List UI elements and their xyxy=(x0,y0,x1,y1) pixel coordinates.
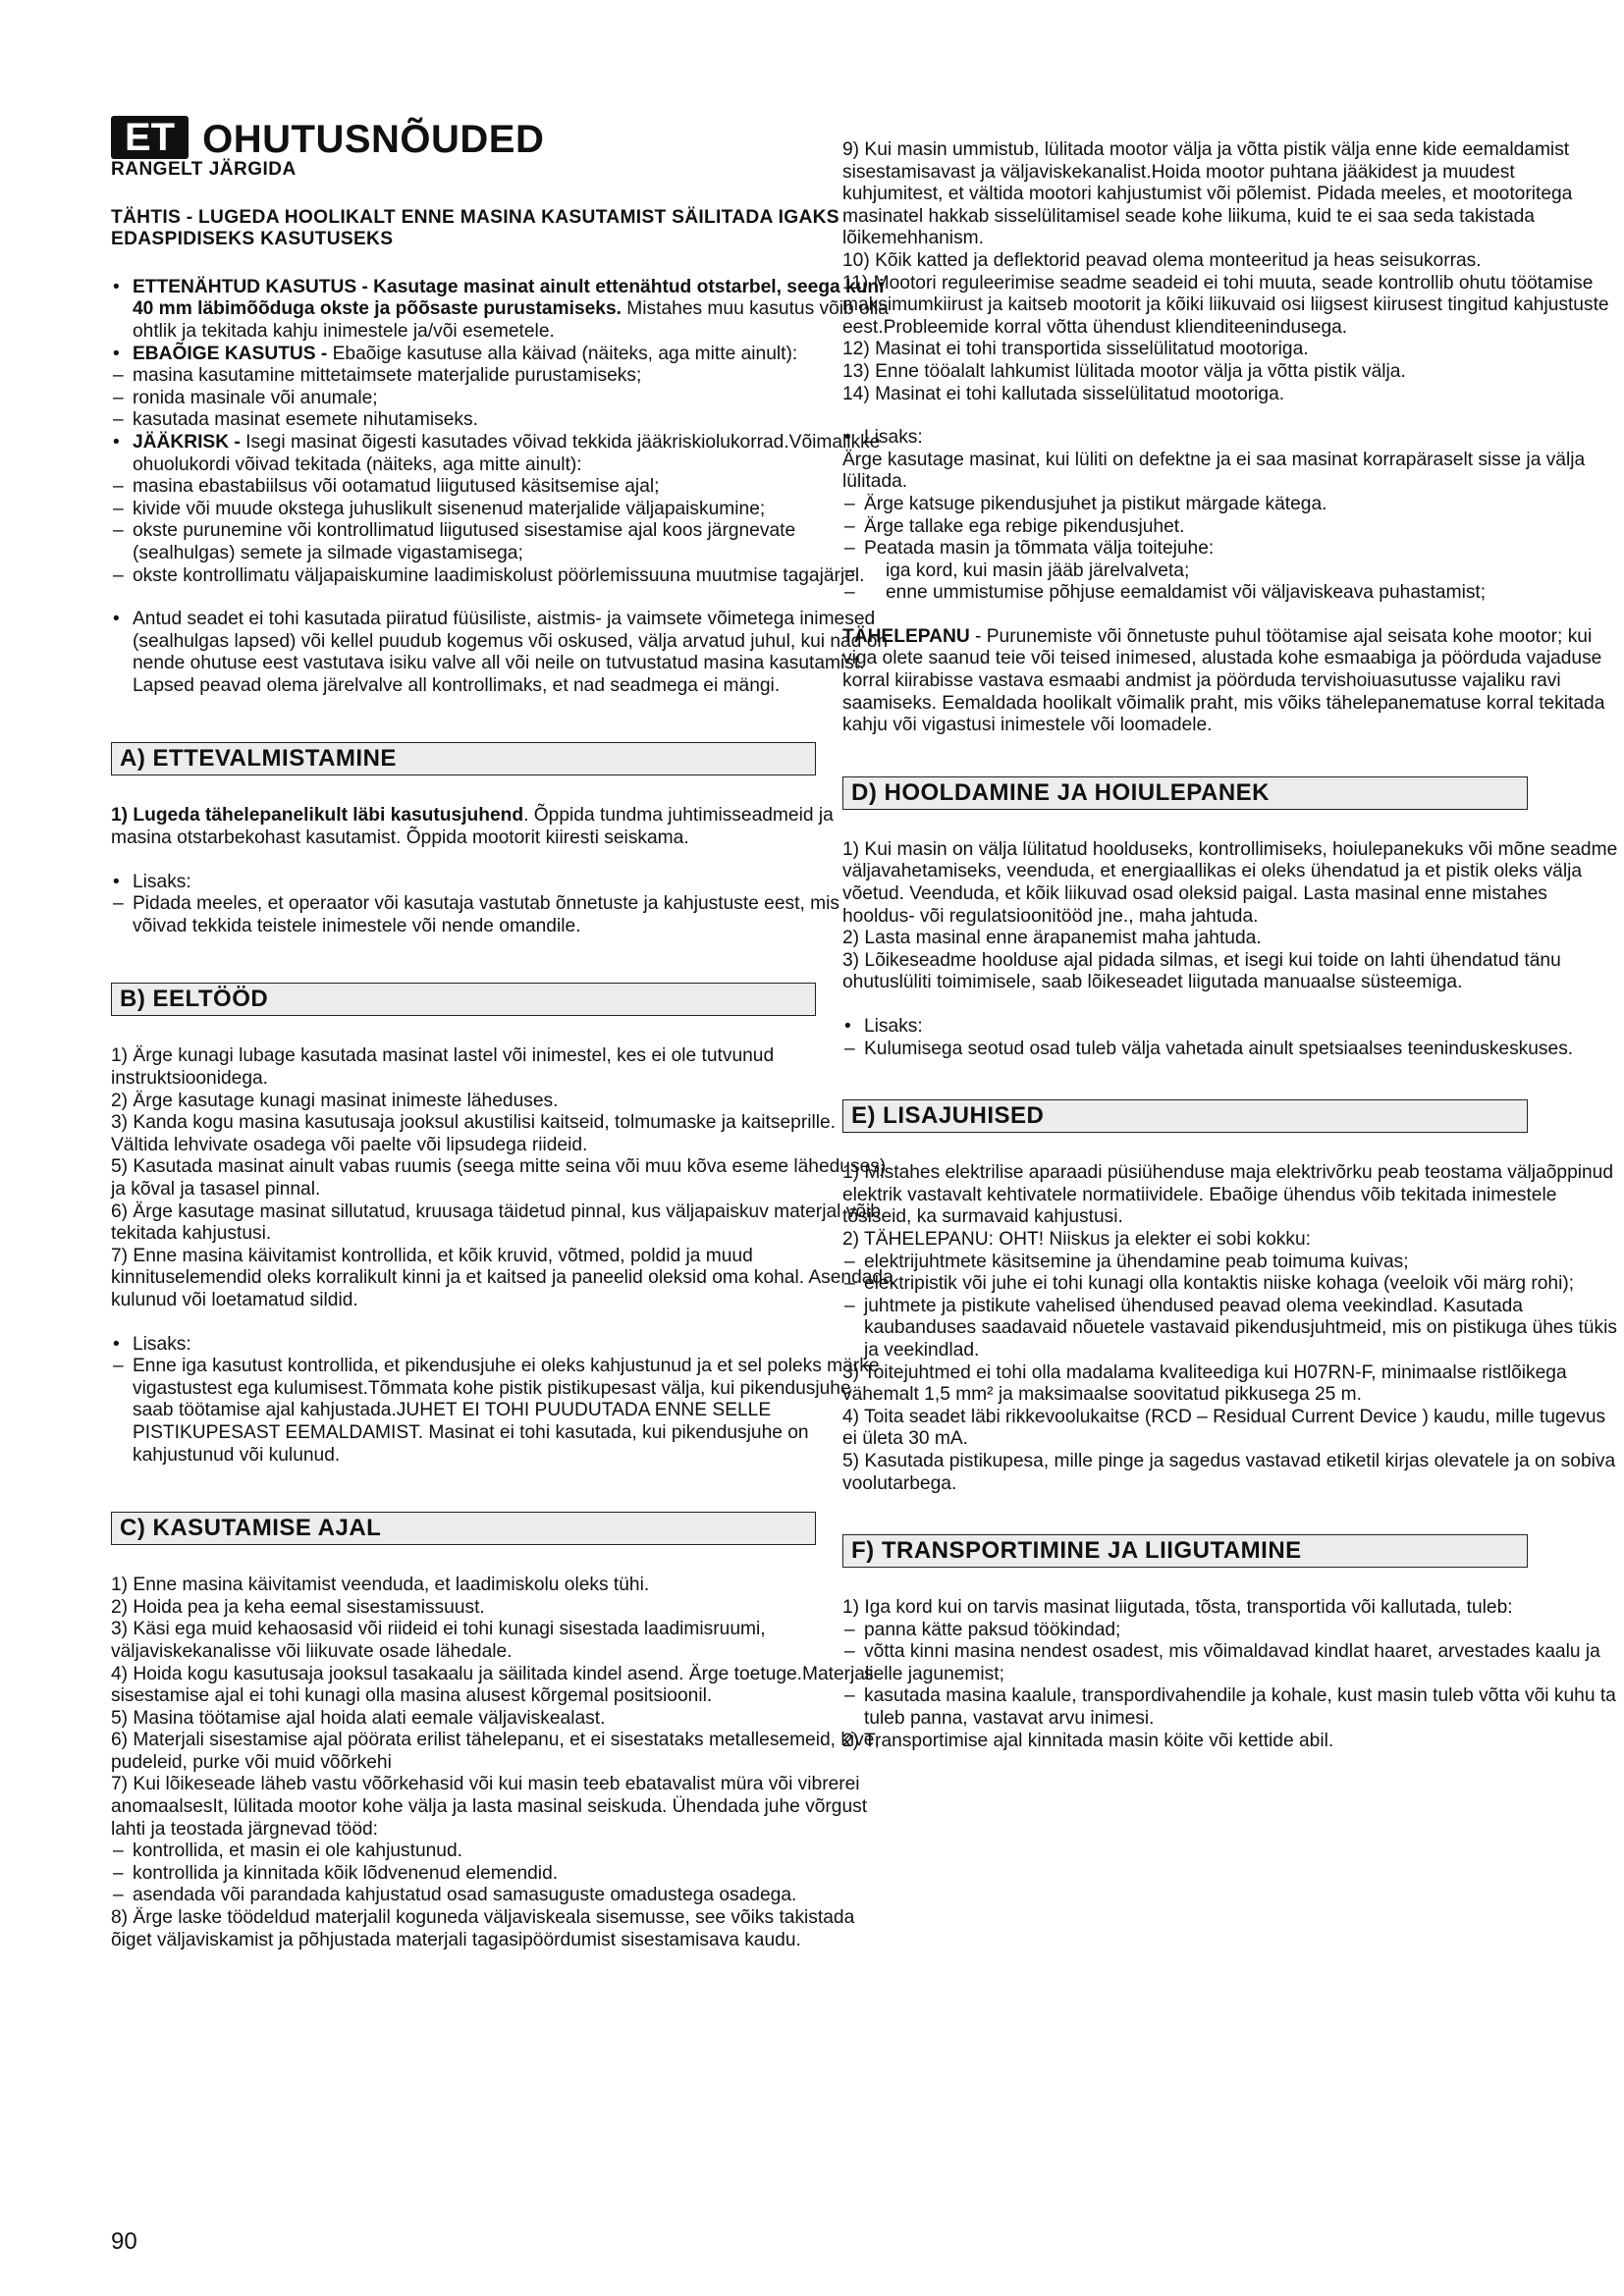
list-item: 2) TÄHELEPANU: OHT! Niiskus ja elekter ei sobi kokku: xyxy=(842,1228,1311,1250)
list-item: 1) Iga kord kui on tarvis masinat liigutada, tõsta, transportida või kallutada, tuleb: xyxy=(842,1597,1513,1619)
intended-use-label: ETTENÄHTUD KASUTUS - xyxy=(133,276,374,297)
left-column xyxy=(111,116,896,1951)
list-item: 2) Hoida pea ja keha eemal sisestamissuust. xyxy=(111,1596,485,1618)
section-b-extra-label: • Lisaks: xyxy=(111,1334,896,1357)
section-c-heading: C) KASUTAMISE AJAL xyxy=(111,1512,816,1545)
list-item: – elektripistik või juhe ei tohi kunagi olla kontaktis niiske kohaga (veeloik või märg rohi); xyxy=(842,1273,1618,1296)
children-warning: • Antud seadet ei tohi kasutada piiratud füüsiliste, aistmis- ja vaimsete võimetega inimesed (sealhulgas lapsed) või kellel puudub kogemus või oskused, välja arvatud juhul, kui nad on nende ohutuse eest vastutava isiku valve all või neile on tutvustatud masina kasutamist. Lapsed peavad olema järelvalve all kontrollimaks, et nad seadmega ei mängi. xyxy=(111,609,896,697)
list-item: – kasutada masina kaalule, transpordivahendile ja kohale, kust masin tuleb võtta või kuhu ta tuleb panna, vastavat arvu inimesi. xyxy=(842,1685,1618,1730)
list-item: 14) Masinat ei tohi kallutada sisselülitatud mootoriga. xyxy=(842,383,1285,404)
list-item: – okste kontrollimatu väljapaiskumine laadimiskolust pöörlemissuuna muutmise tagajärjel. xyxy=(111,565,896,588)
list-item: 12) Masinat ei tohi transportida sisselülitatud mootoriga. xyxy=(842,339,1309,360)
intended-use xyxy=(111,277,896,344)
page-header xyxy=(111,116,896,159)
list-item: 3) Kanda kogu masina kasutusaja jooksul akustilisi kaitseid, tolmumaske ja kaitseprille. xyxy=(111,1112,837,1134)
list-item: 4) Toita seadet läbi rikkevoolukaitse (RCD – Residual Current Device ) kaudu, mille tugevus ei ületa 30 mA. xyxy=(842,1406,1606,1450)
section-c-extra-label: • Lisaks: xyxy=(842,427,1618,450)
list-item: – võtta kinni masina nendest osadest, mis võimaldavad kindlat haaret, arvestades kaalu ja selle jagunemist; xyxy=(842,1641,1618,1685)
lead-warning: TÄHTIS - LUGEDA HOOLIKALT ENNE MASINA KASUTAMIST SÄILITADA IGAKS EDASPIDISEKS KASUTUSEKS xyxy=(111,206,839,250)
list-item: 6) Materjali sisestamise ajal pöörata erilist tähelepanu, et ei sisestataks metallesemeid, kive, pudeleid, purke või muid võõrkehi xyxy=(111,1730,880,1773)
warning-paragraph xyxy=(842,626,1618,737)
residual-risk xyxy=(111,432,896,476)
section-d-extra-label: • Lisaks: xyxy=(842,1016,1618,1039)
list-item: 13) Enne tööalalt lahkumist lülitada mootor välja ja võtta pistik välja. xyxy=(842,360,1406,382)
list-item: – iga kord, kui masin jääb järelvalveta; xyxy=(842,561,1618,583)
list-item: – juhtmete ja pistikute vahelised ühendused peavad olema veekindlad. Kasutada kaubanduses saadavaid nõuetele vastavaid pikendusjuhtmeid, mis on pistikuga ühes tükis ja veekindlad. xyxy=(842,1296,1618,1362)
list-item: 3) Lõikeseadme hoolduse ajal pidada silmas, et isegi kui toide on lahti ühendatud tänu ohutuslüliti toimimisele, saab lõikeseadet liigutada manuaalse süsteemiga. xyxy=(842,949,1561,993)
list-item: 1) Enne masina käivitamist veenduda, et laadimiskolu oleks tühi. xyxy=(111,1575,650,1596)
section-a-p1-bold: 1) Lugeda tähelepanelikult läbi kasutusjuhend xyxy=(111,805,524,827)
list-item: 6) Ärge kasutage masinat sillutatud, kruusaga täidetud pinnal, kus väljapaiskuv materjal võib tekitada kahjustusi. xyxy=(111,1201,881,1245)
page-subtitle: RANGELT JÄRGIDA xyxy=(111,159,297,180)
wrong-use-label: EBAÕIGE KASUTUS - xyxy=(133,343,333,364)
list-item: – Ärge katsuge pikendusjuhet ja pistikut märgade kätega. xyxy=(842,494,1618,516)
list-item: 9) Kui masin ummistub, lülitada mootor välja ja võtta pistik välja enne kide eemaldamist sisestamisavast ja väljaviskekanalist.Hoida mootor puhtana jääkidest ja muudest kuhjumitest, et vältida mootori kahjustumist või põlemist. Pidada meeles, et mootoritega masinatel hakkab sisselülitamisel seade kohe liikuma, kuid te ei saa seda takistada lõikemehhanism. xyxy=(842,139,1573,249)
list-item: 2) Ärge kasutage kunagi masinat inimeste läheduses. xyxy=(111,1090,559,1111)
list-item: 1) Ärge kunagi lubage kasutada masinat lastel või inimestel, kes ei ole tutvunud instruktsioonidega. xyxy=(111,1045,775,1090)
list-item: 7) Kui lõikeseade läheb vastu võõrkehasid või kui masin teeb ebatavalist müra või vibrerei anomaalsesIt, lülitada mootor kohe välja ja lasta masinal seiskuda. Ühendada juhe võrgust lahti ja teostada järgnevad tööd: xyxy=(111,1774,868,1840)
list-item: 2) Transportimise ajal kinnitada masin köite või kettide abil. xyxy=(842,1730,1334,1751)
list-item: – Ärge tallake ega rebige pikendusjuhet. xyxy=(842,516,1618,539)
list-item: 7) Enne masina käivitamist kontrollida, et kõik kruvid, võtmed, poldid ja muud kinnituselemendid oleks korralikult kinni ja et kaitsed ja paneelid oleksid oma kohal. Asendada kulunud või loetamatud sildid. xyxy=(111,1245,893,1310)
list-item: – Enne iga kasutust kontrollida, et pikendusjuhe ei oleks kahjustunud ja et sel poleks märke vigastustest ega kulumisest.Tõmmata kohe pistik pistikupesast välja, kui pikendusjuhe saab töötamise ajal kahjustada.JUHET EI TOHI PUUDUTADA ENNE SELLE PISTIKUPESAST EEMALDAMIST. Masinat ei tohi kasutada, kui pikendusjuhe on kahjustunud või kulunud. xyxy=(111,1356,896,1467)
section-a-extra-label: • Lisaks: xyxy=(111,872,896,894)
list-item: 3) Käsi ega muid kehaosasid või riideid ei tohi kunagi sisestada laadimisruumi, väljaviskekanalisse või liikuvate osade lähedale. xyxy=(111,1619,766,1662)
residual-risk-text: Isegi masinat õigesti kasutades võivad tekkida jääkriskiolukorrad.Võimalikke ohuolukordi võivad tekitada (näiteks, aga mitte ainult): xyxy=(133,431,881,475)
list-item: 4) Hoida kogu kasutusaja jooksul tasakaalu ja säilitada kindel asend. Ärge toetuge.Materjali sisestamise ajal ei tohi kunagi olla masina alusest kõrgemal positsioonil. xyxy=(111,1663,874,1707)
list-item: – elektrijuhtmete käsitsemine ja ühendamine peab toimuma kuivas; xyxy=(842,1252,1618,1274)
list-item: 8) Ärge laske töödeldud materjalil koguneda väljaviskeala sisemusse, see võiks takistada õiget väljaviskamist ja põhjustada materjali tagasipöördumist sisestamisava kaudu. xyxy=(111,1907,855,1950)
list-item: – Kulumisega seotud osad tuleb välja vahetada ainult spetsiaalses teeninduskeskuses. xyxy=(842,1039,1618,1061)
list-item: 10) Kõik katted ja deflektorid peavad olema monteeritud ja heas seisukorras. xyxy=(842,249,1482,271)
section-f-heading: F) TRANSPORTIMINE JA LIIGUTAMINE xyxy=(842,1534,1528,1568)
list-item: – Pidada meeles, et operaator või kasutaja vastutab õnnetuste ja kahjustuste eest, mis võivad tekkida teistele inimestele või nende omandile. xyxy=(111,893,896,937)
list-item: 1) Mistahes elektrilise aparaadi püsiühendusе maja elektrivõrku peab teostama väljaõppinud elektrik vastavalt kehtivatele normatiividele. Ebaõige ühendus võib tekitada inimestele tõsiseid, ka surmavaid kahjustusi. xyxy=(842,1162,1614,1228)
list-item: – enne ummistumise põhjuse eemaldamist või väljaviskeava puhastamist; xyxy=(842,582,1618,605)
section-a-p1-rest: . Õppida tundma juhtimisseadmeid ja masina otstarbekohast kasutamist. Õppida mootorit kiiresti seiskama. xyxy=(111,805,834,849)
list-item: 11) Mootori reguleerimise seadme seadeid ei tohi muuta, seade kontrollib ohutu töötamise maksimumkiirust ja kaitseb mootorit ja kõiki liikuvaid osi liigsest kiirusest tingitud kahjustuste eest.Probleemide korral võtta ühendust klienditeenindusega. xyxy=(842,272,1609,338)
intended-use-bold: Kasutage masinat ainult ettenähtud otstarbel, seega kuni 40 mm läbimõõduga okste ja põõsaste purustamiseks. xyxy=(133,276,885,320)
list-item: 1) Kui masin on välja lülitatud hoolduseks, kontrollimiseks, hoiulepanekuks või mõne seadme väljavahetamiseks, veenduda, et energiaallikas ei oleks ühendatud ja et pistik oleks välja võetud. Veenduda, et kõik liikuvad osad oleksid paigal. Lasta masinal enne mistahes hooldus- või regulatsioonitööd jne., maha jahtuda. xyxy=(842,838,1618,927)
list-item: – kivide või muude okstega juhuslikult sisenenud materjalide väljapaiskumine; xyxy=(111,499,896,521)
list-item: – masina kasutamine mittetaimsete materjalide purustamiseks; xyxy=(111,365,896,388)
warning-label: TÄHELEPANU xyxy=(842,625,970,647)
list-item: – kontrollida ja kinnitada kõik lõdvenenud elemendid. xyxy=(111,1863,896,1886)
section-e-heading: E) LISAJUHISED xyxy=(842,1099,1528,1133)
intended-use-rest: Mistahes muu kasutus võib olla ohtlik ja tekitada kahju inimestele ja/või esemetele. xyxy=(133,298,889,342)
section-d-heading: D) HOOLDAMINE JA HOIULEPANEK xyxy=(842,776,1528,810)
list-item: – masina ebastabiilsus või ootamatud liigutused käsitsemise ajal; xyxy=(111,476,896,499)
list-item: 2) Lasta masinal enne ärapanemist maha jahtuda. xyxy=(842,928,1262,949)
list-item: 3) Toitejuhtmed ei tohi olla madalama kvaliteediga kui H07RN-F, minimaalse ristlõikega vähemalt 1,5 mm² ja maksimaalse soovitatud pikkusega 25 m. xyxy=(842,1362,1567,1406)
wrong-use xyxy=(111,344,896,366)
page-title: OHUTUSNÕUDED xyxy=(202,118,545,161)
page-number: 90 xyxy=(111,2228,137,2255)
list-item: – asendada või parandada kahjustatud osad samasuguste omadustega osadega. xyxy=(111,1885,896,1907)
section-c-extra-lead: Ärge kasutage masinat, kui lüliti on defektne ja ei saa masinat korrapäraselt sisse ja välja lülitada. xyxy=(842,449,1586,493)
section-b-heading: B) EELTÖÖD xyxy=(111,983,816,1016)
list-item: Vältida lehvivate osadega või paelte või lipsudega riideid. xyxy=(111,1134,588,1155)
list-item: 5) Kasutada pistikupesa, mille pinge ja sagedus vastavad etiketil kirjas olevatele ja on sobiva voolutarbega. xyxy=(842,1450,1616,1494)
section-a-p1 xyxy=(111,805,896,849)
list-item: 5) Kasutada masinat ainult vabas ruumis (seega mitte seina või muu kõva eseme läheduses) ja kõval ja tasasel pinnal. xyxy=(111,1156,887,1200)
warning-text: - Purunemiste või õnnetuste puhul töötamise ajal seisata kohe mootor; kui viga olete saanud teie või teised inimesed, alustada kohe esmaabiga ja pöörduda vajaduse korral kiirabisse vastava esmaabi andmist ja pöörduda tervishoiuasutusse vajaliku ravi saamiseks. Eemaldada hoolikalt võimalik praht, mis võiks tähelepanematuse korral tekitada kahju või vigastusi inimestele või loomadele. xyxy=(842,625,1605,736)
residual-risk-label: JÄÄKRISK - xyxy=(133,431,246,453)
list-item: 5) Masina töötamise ajal hoida alati eemale väljaviskealast. xyxy=(111,1707,606,1729)
section-a-heading: A) ETTEVALMISTAMINE xyxy=(111,742,816,775)
list-item: – Peatada masin ja tõmmata välja toitejuhe: xyxy=(842,538,1618,561)
language-badge: ET xyxy=(111,116,189,159)
list-item: – okste purunemine või kontrollimatud liigutused sisestamise ajal koos järgnevate (sealhulgas) semete ja silmade vigastamisega; xyxy=(111,520,896,564)
list-item: – kasutada masinat esemete nihutamiseks. xyxy=(111,409,896,432)
list-item: – panna kätte paksud töökindad; xyxy=(842,1620,1618,1642)
list-item: – kontrollida, et masin ei ole kahjustunud. xyxy=(111,1841,896,1863)
list-item: – ronida masinale või anumale; xyxy=(111,388,896,410)
right-column xyxy=(842,139,1618,1752)
wrong-use-text: Ebaõige kasutuse alla käivad (näiteks, aga mitte ainult): xyxy=(332,343,798,364)
